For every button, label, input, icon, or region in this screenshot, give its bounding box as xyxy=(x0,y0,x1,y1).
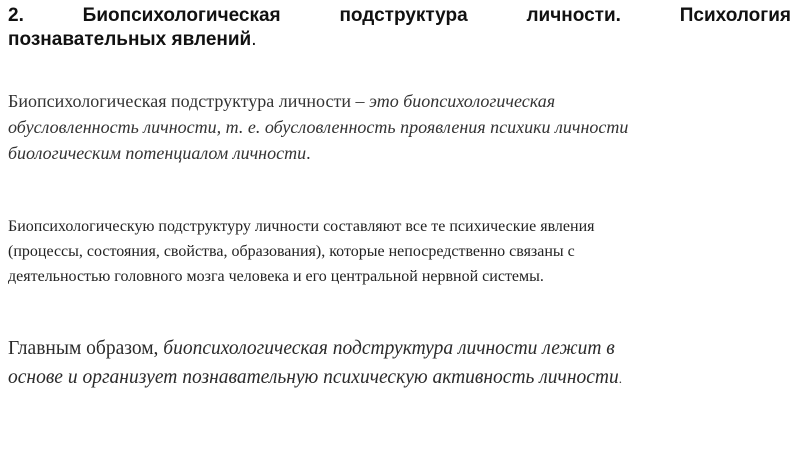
title-period: . xyxy=(251,29,257,50)
paragraph-line: Биопсихологическую подструктуру личности составляют все те психические явления xyxy=(8,218,595,235)
title-word: личности. xyxy=(526,5,621,26)
conclusion-lead: Главным образом, xyxy=(8,338,164,359)
paragraph-definition xyxy=(8,88,788,166)
conclusion-text: основе и организует познавательную психическую активность личности xyxy=(8,367,619,388)
title-line-1 xyxy=(8,4,791,28)
paragraph-composition xyxy=(8,214,788,289)
paragraph-line: (процессы, состояния, свойства, образования), которые непосредственно связаны с xyxy=(8,243,575,260)
title-word: Биопсихологическая xyxy=(82,5,281,26)
paragraph-line xyxy=(8,140,788,166)
title-word: 2. xyxy=(8,5,24,26)
paragraph-line xyxy=(8,363,788,393)
title-line-2-text: познавательных явлений xyxy=(8,29,252,50)
paragraph-line: деятельностью головного мозга человека и его центральной нервной системы. xyxy=(8,268,544,285)
paragraph-conclusion xyxy=(8,334,788,393)
definition-term: Биопсихологическая подструктура личности – xyxy=(8,91,369,111)
slide-title xyxy=(8,4,791,52)
definition-text: это биопсихологическая xyxy=(369,91,556,111)
definition-text: обусловленность личности, т. е. обусловленность проявления психики личности xyxy=(8,117,629,137)
conclusion-text: биопсихологическая подструктура личности лежит в xyxy=(163,338,615,359)
paragraph-line xyxy=(8,334,788,363)
definition-text: биологическим потенциалом личности xyxy=(8,143,307,163)
paragraph-line xyxy=(8,114,788,140)
title-word: подструктура xyxy=(339,5,468,26)
title-word: Психология xyxy=(679,5,791,26)
paragraph-period: . xyxy=(306,143,311,163)
title-line-2 xyxy=(8,28,791,52)
paragraph-period: . xyxy=(618,371,623,386)
paragraph-line xyxy=(8,88,788,114)
